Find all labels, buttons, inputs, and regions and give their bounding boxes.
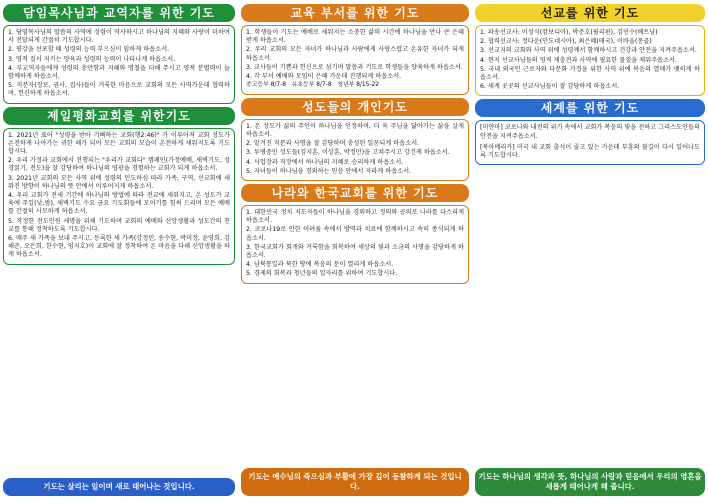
box-mission <box>475 25 705 96</box>
header-mission: 선교를 위한 기도 <box>475 4 705 22</box>
schedule-highschool: 중고등부 8/7-8 <box>246 82 286 89</box>
box-church <box>3 128 235 265</box>
education-item: 4. 각 부서 예배와 모임이 은혜 가운데 진행되게 하옵소서. <box>246 73 402 81</box>
mission-item: 1. 파송선교사: 이성식(캄보디아), 박준호(필리핀), 김민수(베트남) <box>480 29 658 36</box>
pastor-item: 3. 영적 질서 지키는 양육과 성령의 능력이 나타나게 하옵소서. <box>8 55 176 63</box>
header-nation: 나라와 한국교회를 위한 기도 <box>241 184 469 202</box>
personal-item: 3. 투병중인 성도들(김지훈, 이상훈, 박정민)을 고쳐주시고 강건케 하옵소서. <box>246 149 450 157</box>
nation-item: 1. 대한민국 정치 지도자들이 하나님을 경외하고 정의와 공의로 나라를 다스리게 하옵소서. <box>246 209 464 225</box>
footer-col2: 기도는 예수님의 죽으심과 부활에 가장 깊이 동참하게 되는 것입니다. <box>241 468 469 496</box>
education-item: 1. 학생들이 기도는 예배로 세워지는 소중한 삶의 시간에 하나님을 만나 큰 은혜 받게 하옵소서. <box>246 29 464 45</box>
pastor-item: 5. 직분자(장로, 권사, 집사)들이 거룩한 마음으로 교회의 모든 사역가운데 협력하며, 헌신하게 하옵소서. <box>8 82 230 98</box>
nation-item: 5. 경제의 회복과 청년들의 일자리를 위하여 기도합시다. <box>246 270 398 278</box>
box-nation <box>241 205 469 284</box>
church-item: 4. 우리 교회가 전세 기간에 하나님의 방법에 따라 전교에 세워지고, 온 성도가 교육에 주일(낮,밤), 새벽기도 수요 금요 기도회들에 모이기를 힘써 드리며 모든 예배를 간절히 사모하게 하옵소서. <box>8 192 230 216</box>
pastor-item: 4. 부교역자들에게 성령의 충만함과 지혜와 명철을 더해 주시고 영적 분별력이 늘 함께하게 하옵소서. <box>8 64 230 81</box>
box-education <box>241 25 469 95</box>
box-personal <box>241 119 469 181</box>
personal-item: 4. 사업장과 직장에서 하나님의 지혜로 승리하게 하옵소서. <box>246 158 404 166</box>
box-world <box>475 120 705 165</box>
church-item: 3. 2021년 교회의 모든 사역 위에 성령의 인도하심 따라 가족, 구역, 선교회에 세워진 방향이 하나님의 뜻 안에서 이루어지게 하옵소서. <box>8 174 230 190</box>
header-personal: 성도들의 개인기도 <box>241 98 469 116</box>
pastor-item: 2. 평강을 선포할 때 성령의 능력 부으심이 임하게 하옵소서. <box>8 46 170 54</box>
church-item: 2. 우리 가정과 교회에서 진행되는 "우리가 교회다" 캠페인(가정예배, 새벽기도, 성경읽기, 전도)을 잘 감당하여 하나님의 영광을 경험하는 교회가 되게 하옵소서. <box>8 157 230 173</box>
mission-item: 5. 국내 외국인 근로자와 다문화 가정을 위한 사역 위에 복음의 열매가 맺히게 하옵소서. <box>480 65 700 82</box>
education-item: 3. 교사들이 기쁨과 헌신으로 섬기며 말씀과 기도로 학생들을 양육하게 하옵소서. <box>246 63 463 71</box>
world-item: [미얀마] 코로나와 내전의 위기 속에서 교회가 복음의 빛을 전하고 그리스도인들의 안전을 지켜주옵소서. <box>480 124 700 140</box>
column-pastor-church <box>3 4 235 496</box>
pastor-item: 1. 담임목사님의 말씀의 사역에 성령이 역사하시고 하나님의 지혜와 사랑이 더하여서 전달되게 간절히 기도합시다. <box>8 29 230 45</box>
nation-item: 3. 한국교회가 회개와 거룩함을 회복하여 세상의 빛과 소금의 사명을 감당하게 하옵소서. <box>246 243 464 260</box>
mission-item: 6. 세계 곳곳의 선교사님들이 잘 감당하게 하옵소서. <box>480 83 620 91</box>
nation-item: 2. 코로나19로 인한 어려움 속에서 방역과 치료에 함께하시고 속히 종식되게 하옵소서. <box>246 226 464 242</box>
mission-item: 4. 현지 선교사님들의 영적 재충전과 사역에 필요한 물질을 채워주옵소서. <box>480 56 677 64</box>
mission-item: 3. 선교지의 교회와 사역 위에 성령께서 함께하시고 건강과 안전을 지켜주옵소서. <box>480 47 697 55</box>
header-church: 제일평화교회를 위한기도 <box>3 107 235 125</box>
header-pastor: 담임목사님과 교역자를 위한 기도 <box>3 4 235 22</box>
church-item: 6. 매주 새 가족을 보내 주시고, 등록한 새 가족(강정민, 송수현, 박미정, 윤영희, 김해준, 오은희, 한수현, 임지호)이 교회에 잘 정착하여 온 마음을 다해 신앙생활을 하게 하옵소서. <box>8 235 230 259</box>
mission-item: 2. 협력선교사: 정다운(인도네시아), 최은혜(태국), 이바울(몽골) <box>480 38 652 46</box>
personal-item: 1. 온 성도가 삶의 주인이 하나님을 인정하며, 더 욱 주님을 닮아가는 삶을 살게 하옵소서. <box>246 122 464 139</box>
footer-col3: 기도는 하나님의 생각과 뜻, 하나님의 사랑과 믿음에서 우리의 영혼을 새롭게 태어나게 해 줍니다. <box>475 468 705 496</box>
personal-item: 5. 자녀들이 하나님을 경외하는 믿음 안에서 자라게 하옵소서. <box>246 167 412 175</box>
schedule-youth: 청년부 8/15-22 <box>337 82 380 89</box>
header-world: 세계를 위한 기도 <box>475 99 705 117</box>
column-education-personal-nation <box>241 4 469 496</box>
schedule-elementary: 유초등부 8/7-8 <box>291 82 332 89</box>
header-education: 교육 부서를 위한 기도 <box>241 4 469 22</box>
church-item: 5. 작정한 전도인원 세명을 위해 기도하며 교회의 예배와 신앙생활과 성도간의 친교를 통해 정착하도록 기도합시다. <box>8 217 230 233</box>
education-schedule <box>246 82 464 90</box>
education-item: 2. 우리 교회의 모든 자녀가 하나님과 사람에게 사랑스럽고 온유한 자녀가 되게 하옵소서. <box>246 46 464 62</box>
nation-item: 4. 남북통일과 북한 땅에 복음의 문이 열리게 하옵소서. <box>246 261 394 269</box>
world-item: [북아메리카] 미국 내 교회 출석이 줄고 있는 가운데 부흥의 불길이 다시 일어나도록 기도합시다. <box>480 143 700 160</box>
box-pastor <box>3 25 235 104</box>
column-mission-world <box>475 4 705 496</box>
personal-item: 2. 맡겨진 직분과 사명을 잘 감당하며 충성된 일꾼되게 하옵소서. <box>246 140 420 148</box>
church-item: 1. 2021년 표어 "성령을 받아 기뻐하는 교회(행2:46)" 가 이루어져 교회 성도가 온전하게 나아가는 귀한 해가 되어 모든 교회의 모습이 온전하게 세워지도록 기도합시다. <box>8 131 230 156</box>
footer-col1: 기도는 살리는 일이며 새로 태어나는 것입니다. <box>3 478 235 496</box>
